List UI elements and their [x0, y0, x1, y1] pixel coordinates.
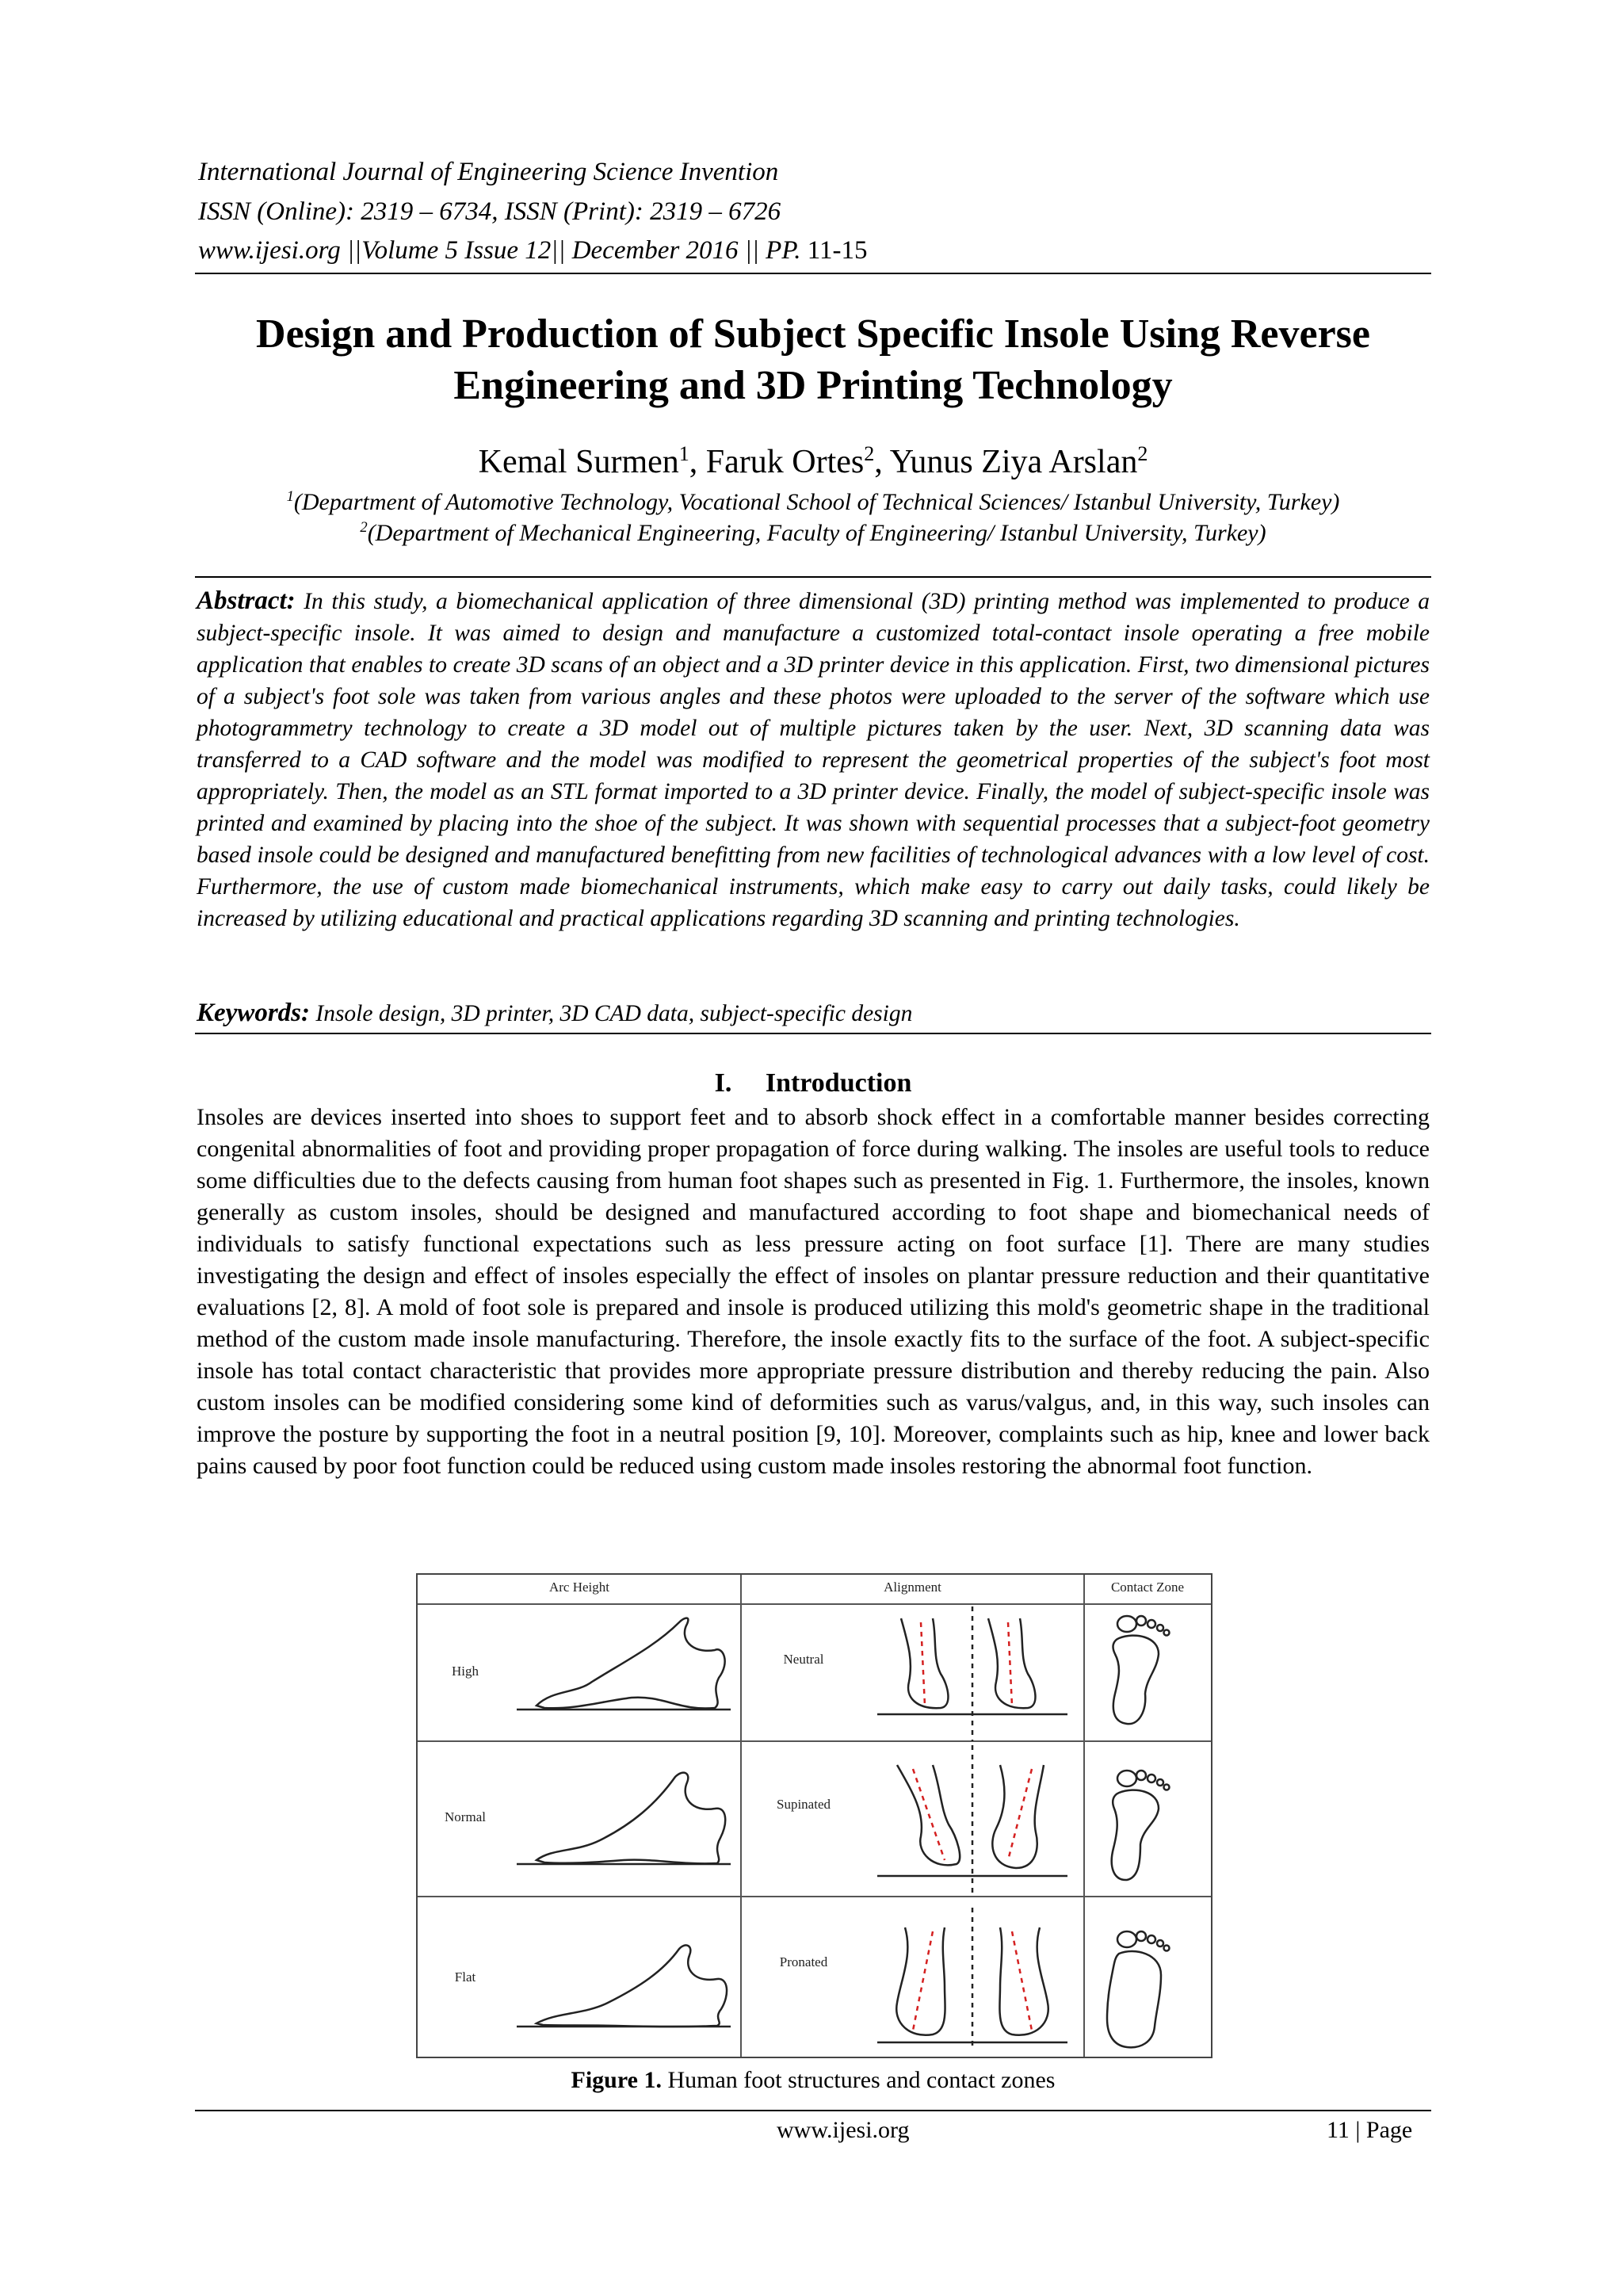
row-label-neutral: Neutral — [783, 1652, 824, 1667]
alignment-supinated — [877, 1745, 1067, 1896]
affiliation-2-text: (Department of Mechanical Engineering, Faculty of Engineering/ Istanbul University, Turkey) — [367, 520, 1266, 546]
footer-page-number: 11 | Page — [1327, 2117, 1413, 2143]
foot-side-normal — [517, 1773, 731, 1864]
affiliation-1-text: (Department of Automotive Technology, Vocational School of Technical Sciences/ Istanbul University, Turkey) — [293, 489, 1340, 515]
alignment-pronated — [877, 1908, 1067, 2050]
author-2-affil: 2 — [864, 442, 875, 465]
row-label-supinated: Supinated — [777, 1797, 831, 1812]
affiliation-1-mark: 1 — [286, 488, 294, 505]
authors — [195, 441, 1431, 483]
figure-1-caption-text: Human foot structures and contact zones — [661, 2067, 1056, 2093]
author-2: , Faruk Ortes — [689, 444, 865, 480]
row-label-pronated: Pronated — [779, 1954, 828, 1969]
abstract-bottom-rule — [195, 1033, 1431, 1034]
figure-1 — [416, 1573, 1212, 2058]
contact-zone-normal — [1112, 1771, 1170, 1880]
foot-side-flat — [517, 1945, 731, 2027]
foot-side-high — [517, 1618, 731, 1710]
intro-paragraph: Insoles are devices inserted into shoes to support feet and to absorb shock effect in a comfortable manner besides correcting congenital abnormalities of foot and providing proper propagation of force during walking. The insoles are useful tools to reduce some difficulties due to the defects causing from human foot shapes such as presented in Fig. 1. Furthermore, the insoles, known generally as custom insoles, should be designed and manufactured according to foot shape and biomechanical needs of individuals to satisfy functional expectations such as less pressure acting on foot surface [1]. There are many studies investigating the design and effect of insoles especially the effect of insoles on plantar pressure reduction and their quantitative evaluations [2, 8]. A mold of foot sole is prepared and insole is produced utilizing this mold's geometric shape in the traditional method of the custom made insole manufacturing. Therefore, the insole exactly fits to the surface of the foot. A subject-specific insole has total contact characteristic that provides more appropriate pressure distribution and thereby reducing the pain. Also custom insoles can be modified considering some kind of deformities such as varus/valgus, and, in this way, such insoles can improve the posture by supporting the foot in a neutral position [9, 10]. Moreover, complaints such as hip, knee and lower back pains caused by poor foot function could be reduced using custom made insoles restoring the abnormal foot function. — [197, 1104, 1430, 1479]
keywords-label: Keywords: — [197, 999, 310, 1027]
row-label-flat: Flat — [454, 1969, 476, 1985]
footer-rule — [195, 2110, 1431, 2111]
paper-title-line1: Design and Production of Subject Specific Insole Using Reverse — [256, 311, 1370, 357]
footer-site: www.ijesi.org — [777, 2117, 910, 2143]
abstract-label: Abstract: — [197, 586, 296, 615]
site-volume-text: www.ijesi.org ||Volume 5 Issue 12|| December 2016 || PP. — [198, 236, 801, 265]
col-header-contact-zone: Contact Zone — [1110, 1580, 1185, 1595]
abstract — [197, 585, 1430, 934]
issn-line: ISSN (Online): 2319 – 6734, ISSN (Print): 2319 – 6726 — [198, 197, 781, 226]
author-1: Kemal Surmen — [478, 444, 679, 480]
affiliation-2-mark: 2 — [360, 519, 368, 536]
figure-1-caption — [195, 2065, 1431, 2096]
row-label-high: High — [452, 1664, 479, 1679]
col-header-arc-height: Arc Height — [548, 1580, 609, 1595]
paper-title-line2: Engineering and 3D Printing Technology — [453, 363, 1173, 408]
affiliation-1 — [195, 487, 1431, 518]
author-1-affil: 1 — [678, 442, 689, 465]
abstract-top-rule — [195, 576, 1431, 578]
col-header-alignment: Alignment — [884, 1580, 941, 1595]
keywords-text: Insole design, 3D printer, 3D CAD data, subject-specific design — [315, 1001, 913, 1026]
section-heading: I. Introduction — [714, 1068, 912, 1098]
contact-zone-high — [1113, 1616, 1170, 1724]
row-label-normal: Normal — [445, 1809, 486, 1824]
abstract-text: In this study, a biomechanical application of three dimensional (3D) printing method was implemented to produce a subject-specific insole. It was aimed to design and manufacture a customized total-contact insole operating a free mobile application that enables to create 3D scans of an object and a 3D printer device in this application. First, two dimensional pictures of a subject's foot sole was taken from various angles and these photos were uploaded to the server of the software which use photogrammetry technology to create a 3D model out of multiple pictures taken by the user. Next, 3D scanning data was transferred to a CAD software and the model was modified to represent the geometrical properties of the subject's foot most appropriately. Then, the model as an STL format imported to a 3D printer device. Finally, the model of subject-specific insole was printed and examined by placing into the shoe of the subject. It was shown with sequential processes that a subject-foot geometry based insole could be designed and manufactured benefitting from new facilities of technological advances with a low level of cost. Furthermore, the use of custom made biomechanical instruments, which make easy to carry out daily tasks, could likely be increased by utilizing educational and practical applications regarding 3D scanning and printing technologies. — [197, 589, 1430, 931]
author-3-affil: 2 — [1137, 442, 1148, 465]
journal-name: International Journal of Engineering Science Invention — [198, 158, 779, 186]
keywords — [197, 997, 1430, 1030]
affiliation-2 — [195, 518, 1431, 549]
figure-1-graphic — [418, 1575, 1211, 2057]
page-range: 11-15 — [807, 236, 868, 265]
volume-line — [198, 234, 868, 267]
alignment-neutral — [877, 1606, 1067, 1741]
figure-grid — [418, 1575, 1211, 2057]
figure-1-caption-label: Figure 1. — [571, 2067, 662, 2093]
header-rule — [195, 273, 1431, 274]
author-3: , Yunus Ziya Arslan — [874, 444, 1138, 480]
contact-zone-flat — [1107, 1931, 1170, 2047]
